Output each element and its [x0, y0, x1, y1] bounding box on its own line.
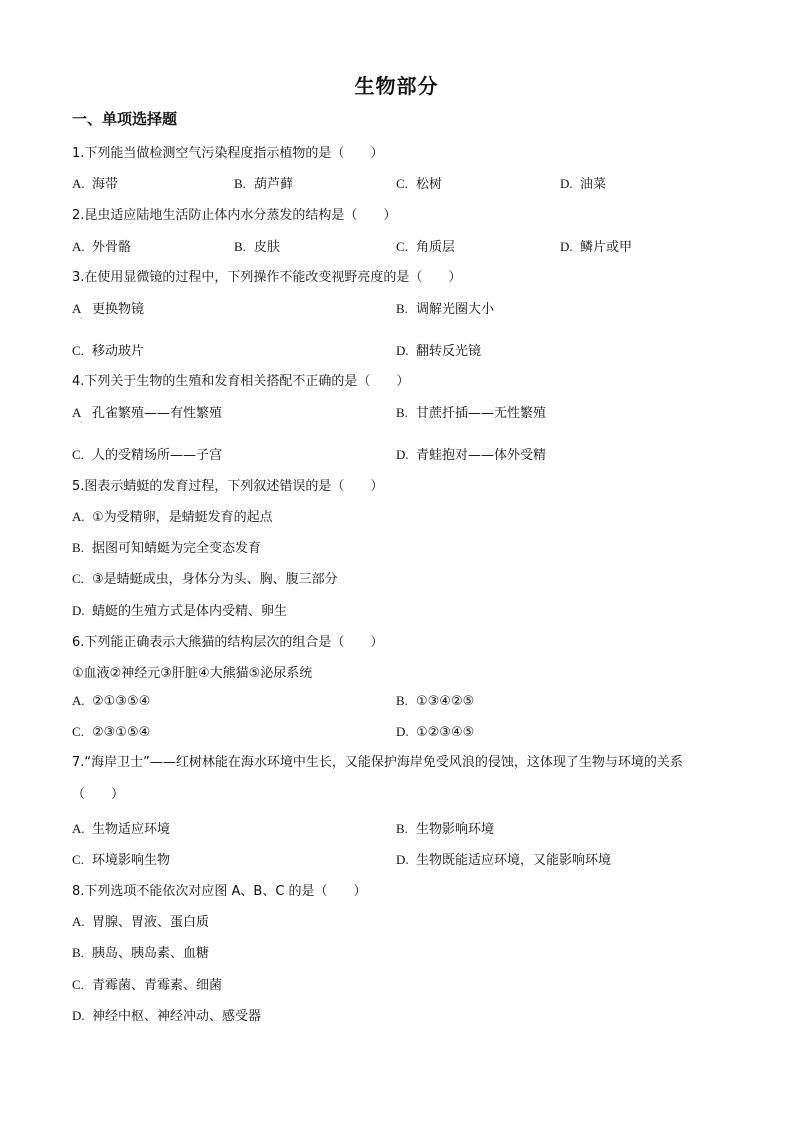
option-text: 甘蔗扦插——无性繁殖 [416, 406, 547, 421]
option-label: B. [234, 176, 246, 191]
option-label: C. [396, 239, 408, 254]
option-text: 油菜 [580, 177, 607, 192]
option-text: ①②③④⑤ [416, 725, 475, 740]
option-label: B. [396, 301, 408, 316]
option-4c[interactable] [72, 444, 222, 463]
option-6b[interactable] [396, 693, 474, 709]
option-text: 生物适应环境 [92, 822, 171, 837]
option-8a[interactable] [72, 911, 209, 930]
option-text: 孔雀繁殖——有性繁殖 [92, 406, 223, 421]
option-7b[interactable] [396, 818, 494, 837]
option-label: A. [72, 914, 85, 929]
option-1a[interactable] [72, 173, 118, 192]
option-label: B. [396, 693, 408, 708]
option-text: 胰岛、胰岛素、血糖 [92, 946, 210, 961]
option-text: 更换物镜 [92, 302, 145, 317]
option-text: 环境影响生物 [92, 853, 171, 868]
option-label: A [72, 301, 82, 316]
option-label: B. [72, 945, 84, 960]
option-label: C. [72, 852, 84, 867]
question-stem-3: 3.在使用显微镜的过程中，下列操作不能改变视野亮度的是（ ） [72, 270, 462, 285]
option-text: 翻转反光镜 [416, 344, 482, 359]
section-heading: 一、单项选择题 [72, 110, 178, 128]
option-label: A. [72, 821, 85, 836]
option-label: C. [72, 343, 84, 358]
option-label: A. [72, 509, 85, 524]
option-text: 胃腺、胃液、蛋白质 [92, 915, 210, 930]
option-label: D. [396, 852, 409, 867]
option-3c[interactable] [72, 340, 144, 359]
question-stem-4: 4.下列关于生物的生殖和发育相关搭配不正确的是（ ） [72, 374, 410, 389]
stray-mark: · [80, 314, 83, 323]
question-stem-8: 8.下列选项不能依次对应图 A、B、C 的是（ ） [72, 884, 367, 899]
option-2a[interactable] [72, 236, 131, 255]
option-label: A. [72, 239, 85, 254]
option-5d[interactable] [72, 600, 287, 619]
option-label: C. [72, 447, 84, 462]
option-4a[interactable] [72, 402, 222, 421]
option-text: 神经中枢、神经冲动、感受器 [92, 1009, 262, 1024]
option-8b[interactable] [72, 942, 209, 961]
option-text: 蜻蜓的生殖方式是体内受精、卵生 [92, 604, 288, 619]
option-7c[interactable] [72, 849, 170, 868]
question-stem-2: 2.昆虫适应陆地生活防止体内水分蒸发的结构是（ ） [72, 208, 397, 223]
option-label: D. [72, 1008, 85, 1023]
option-text: ①为受精卵，是蜻蜓发育的起点 [92, 510, 273, 525]
option-text: 皮肤 [254, 240, 281, 255]
option-text: 青霉菌、青霉素、细菌 [92, 978, 223, 993]
option-7a[interactable] [72, 818, 170, 837]
option-label: B. [396, 821, 408, 836]
option-2b[interactable] [234, 236, 280, 255]
option-label: C. [396, 176, 408, 191]
question-stem-5: 5.图表示蜻蜓的发育过程，下列叙述错误的是（ ） [72, 479, 384, 494]
option-8c[interactable] [72, 974, 222, 993]
option-text: ③是蜻蜓成虫，身体分为头、胸、腹三部分 [92, 572, 338, 587]
option-text: 葫芦藓 [254, 177, 294, 192]
option-text: 青蛙抱对——体外受精 [416, 448, 547, 463]
option-label: B. [396, 405, 408, 420]
option-text: 移动玻片 [92, 344, 145, 359]
option-7d[interactable] [396, 849, 611, 868]
option-6c[interactable] [72, 724, 150, 740]
question-stem-7: 7.“海岸卫士”——红树林能在海水环境中生长，又能保护海岸免受风浪的侵蚀，这体现了生物与环境的关系（ ） [72, 755, 683, 802]
option-label: D. [396, 343, 409, 358]
stray-mark: · [80, 418, 83, 427]
option-text: 外骨骼 [92, 240, 132, 255]
option-label: D. [560, 239, 573, 254]
option-label: B. [72, 540, 84, 555]
option-4d[interactable] [396, 444, 546, 463]
option-label: C. [72, 571, 84, 586]
option-label: D. [396, 724, 409, 739]
option-5a[interactable] [72, 506, 273, 525]
option-8d[interactable] [72, 1005, 261, 1024]
option-6a[interactable] [72, 693, 150, 709]
question-sub-6: ①血液②神经元③肝脏④大熊猫⑤泌尿系统 [72, 666, 313, 681]
option-1c[interactable] [396, 173, 442, 192]
option-label: C. [72, 724, 84, 739]
option-text: 生物既能适应环境，又能影响环境 [416, 853, 612, 868]
option-1b[interactable] [234, 173, 293, 192]
option-label: D. [72, 603, 85, 618]
option-text: 鳞片或甲 [580, 240, 633, 255]
option-3a[interactable] [72, 298, 144, 317]
option-4b[interactable] [396, 402, 546, 421]
option-label: C. [72, 977, 84, 992]
option-3b[interactable] [396, 298, 494, 317]
option-2d[interactable] [560, 236, 632, 255]
page-title: 生物部分 [354, 74, 439, 98]
option-text: 生物影响环境 [416, 822, 495, 837]
option-text: 海带 [92, 177, 119, 192]
option-3d[interactable] [396, 340, 481, 359]
question-stem-1: 1.下列能当做检测空气污染程度指示植物的是（ ） [72, 146, 384, 161]
option-text: 据图可知蜻蜓为完全变态发育 [92, 541, 262, 556]
option-1d[interactable] [560, 173, 606, 192]
option-text: 人的受精场所——子宫 [92, 448, 223, 463]
option-5c[interactable] [72, 568, 338, 587]
option-2c[interactable] [396, 236, 455, 255]
option-text: 角质层 [416, 240, 456, 255]
option-label: D. [560, 176, 573, 191]
option-text: ②③①⑤④ [92, 725, 151, 740]
option-text: 调解光圈大小 [416, 302, 495, 317]
option-label: B. [234, 239, 246, 254]
option-label: A [72, 405, 82, 420]
option-6d[interactable] [396, 724, 474, 740]
option-label: A. [72, 176, 85, 191]
option-text: 松树 [416, 177, 443, 192]
option-text: ①③④②⑤ [416, 694, 475, 709]
option-text: ②①③⑤④ [92, 694, 151, 709]
option-5b[interactable] [72, 537, 261, 556]
question-stem-6: 6.下列能正确表示大熊猫的结构层次的组合是（ ） [72, 635, 384, 650]
option-label: A. [72, 693, 85, 708]
option-label: D. [396, 447, 409, 462]
